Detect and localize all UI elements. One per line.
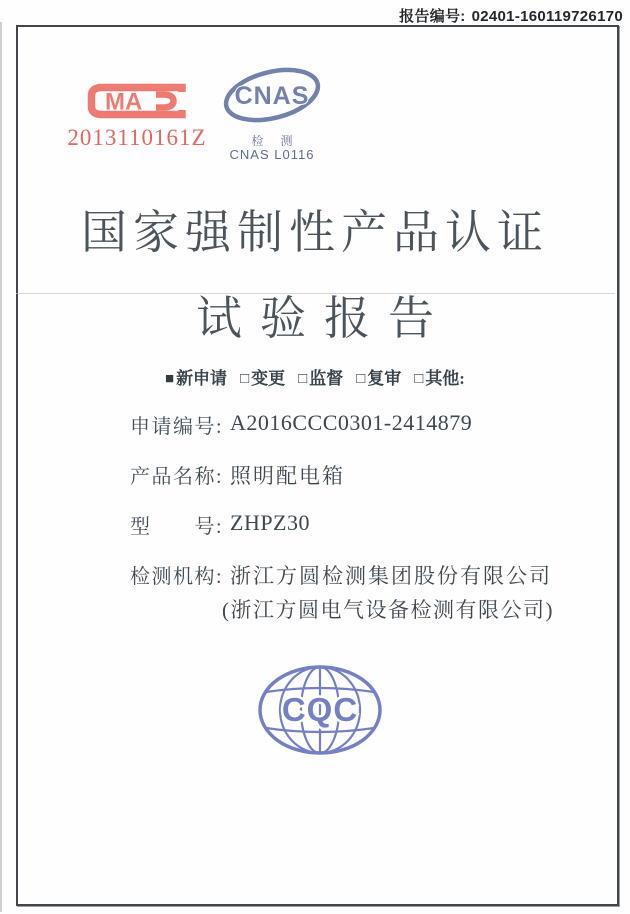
field-application-number — [130, 410, 472, 439]
field-model — [130, 510, 310, 539]
document-title-line2: 试验报告 — [196, 293, 452, 344]
application-type-options — [0, 364, 630, 389]
field-label: 检测机构: — [130, 566, 224, 588]
report-number — [399, 5, 623, 26]
option-review — [356, 364, 401, 389]
cnas-logo — [220, 60, 324, 134]
cma-letters: MA — [105, 88, 143, 116]
option-change — [240, 364, 285, 389]
option-label: 其他: — [425, 369, 465, 388]
report-number-value: 02401-160119726170 — [471, 8, 623, 25]
cqc-letters: CQC — [281, 691, 359, 728]
checkbox-empty-icon: □ — [298, 371, 308, 387]
field-label: 产品名称: — [130, 466, 224, 488]
option-label: 变更 — [251, 369, 286, 388]
checkbox-empty-icon: □ — [414, 371, 424, 387]
field-value-line2: (浙江方圆电气设备检测有限公司) — [222, 598, 554, 622]
cma-reversed-c-shape — [156, 95, 174, 108]
field-value: 浙江方圆检测集团股份有限公司 — [230, 564, 552, 588]
option-label: 复审 — [367, 369, 402, 388]
field-test-organization — [130, 560, 554, 624]
option-new-application — [165, 364, 227, 389]
cnas-letters: CNAS — [234, 82, 310, 110]
cma-logo — [86, 80, 188, 122]
field-value: 照明配电箱 — [230, 464, 345, 488]
option-other — [414, 364, 465, 389]
field-label: 型 号: — [130, 516, 224, 538]
field-value: ZHPZ30 — [230, 510, 310, 535]
field-product-name — [130, 460, 345, 490]
cnas-accreditation-code: CNAS L0116 — [229, 147, 315, 162]
field-label: 申请编号: — [130, 416, 224, 438]
cqc-logo — [257, 663, 383, 757]
document-title-line1: 国家强制性产品认证 — [81, 207, 549, 258]
option-label: 监督 — [309, 369, 344, 388]
option-supervision — [298, 364, 343, 389]
checkbox-checked-icon: ■ — [165, 371, 175, 387]
report-number-label: 报告编号: — [399, 8, 466, 25]
field-value: A2016CCC0301-2414879 — [230, 410, 473, 435]
checkbox-empty-icon: □ — [356, 371, 366, 387]
checkbox-empty-icon: □ — [240, 371, 250, 387]
cnas-caption-chinese: 检 测 — [251, 134, 300, 148]
cma-license-number: 2013110161Z — [67, 125, 207, 150]
field-value-group — [222, 560, 554, 624]
scan-edge-artifact — [0, 22, 2, 912]
option-label: 新申请 — [176, 369, 228, 388]
